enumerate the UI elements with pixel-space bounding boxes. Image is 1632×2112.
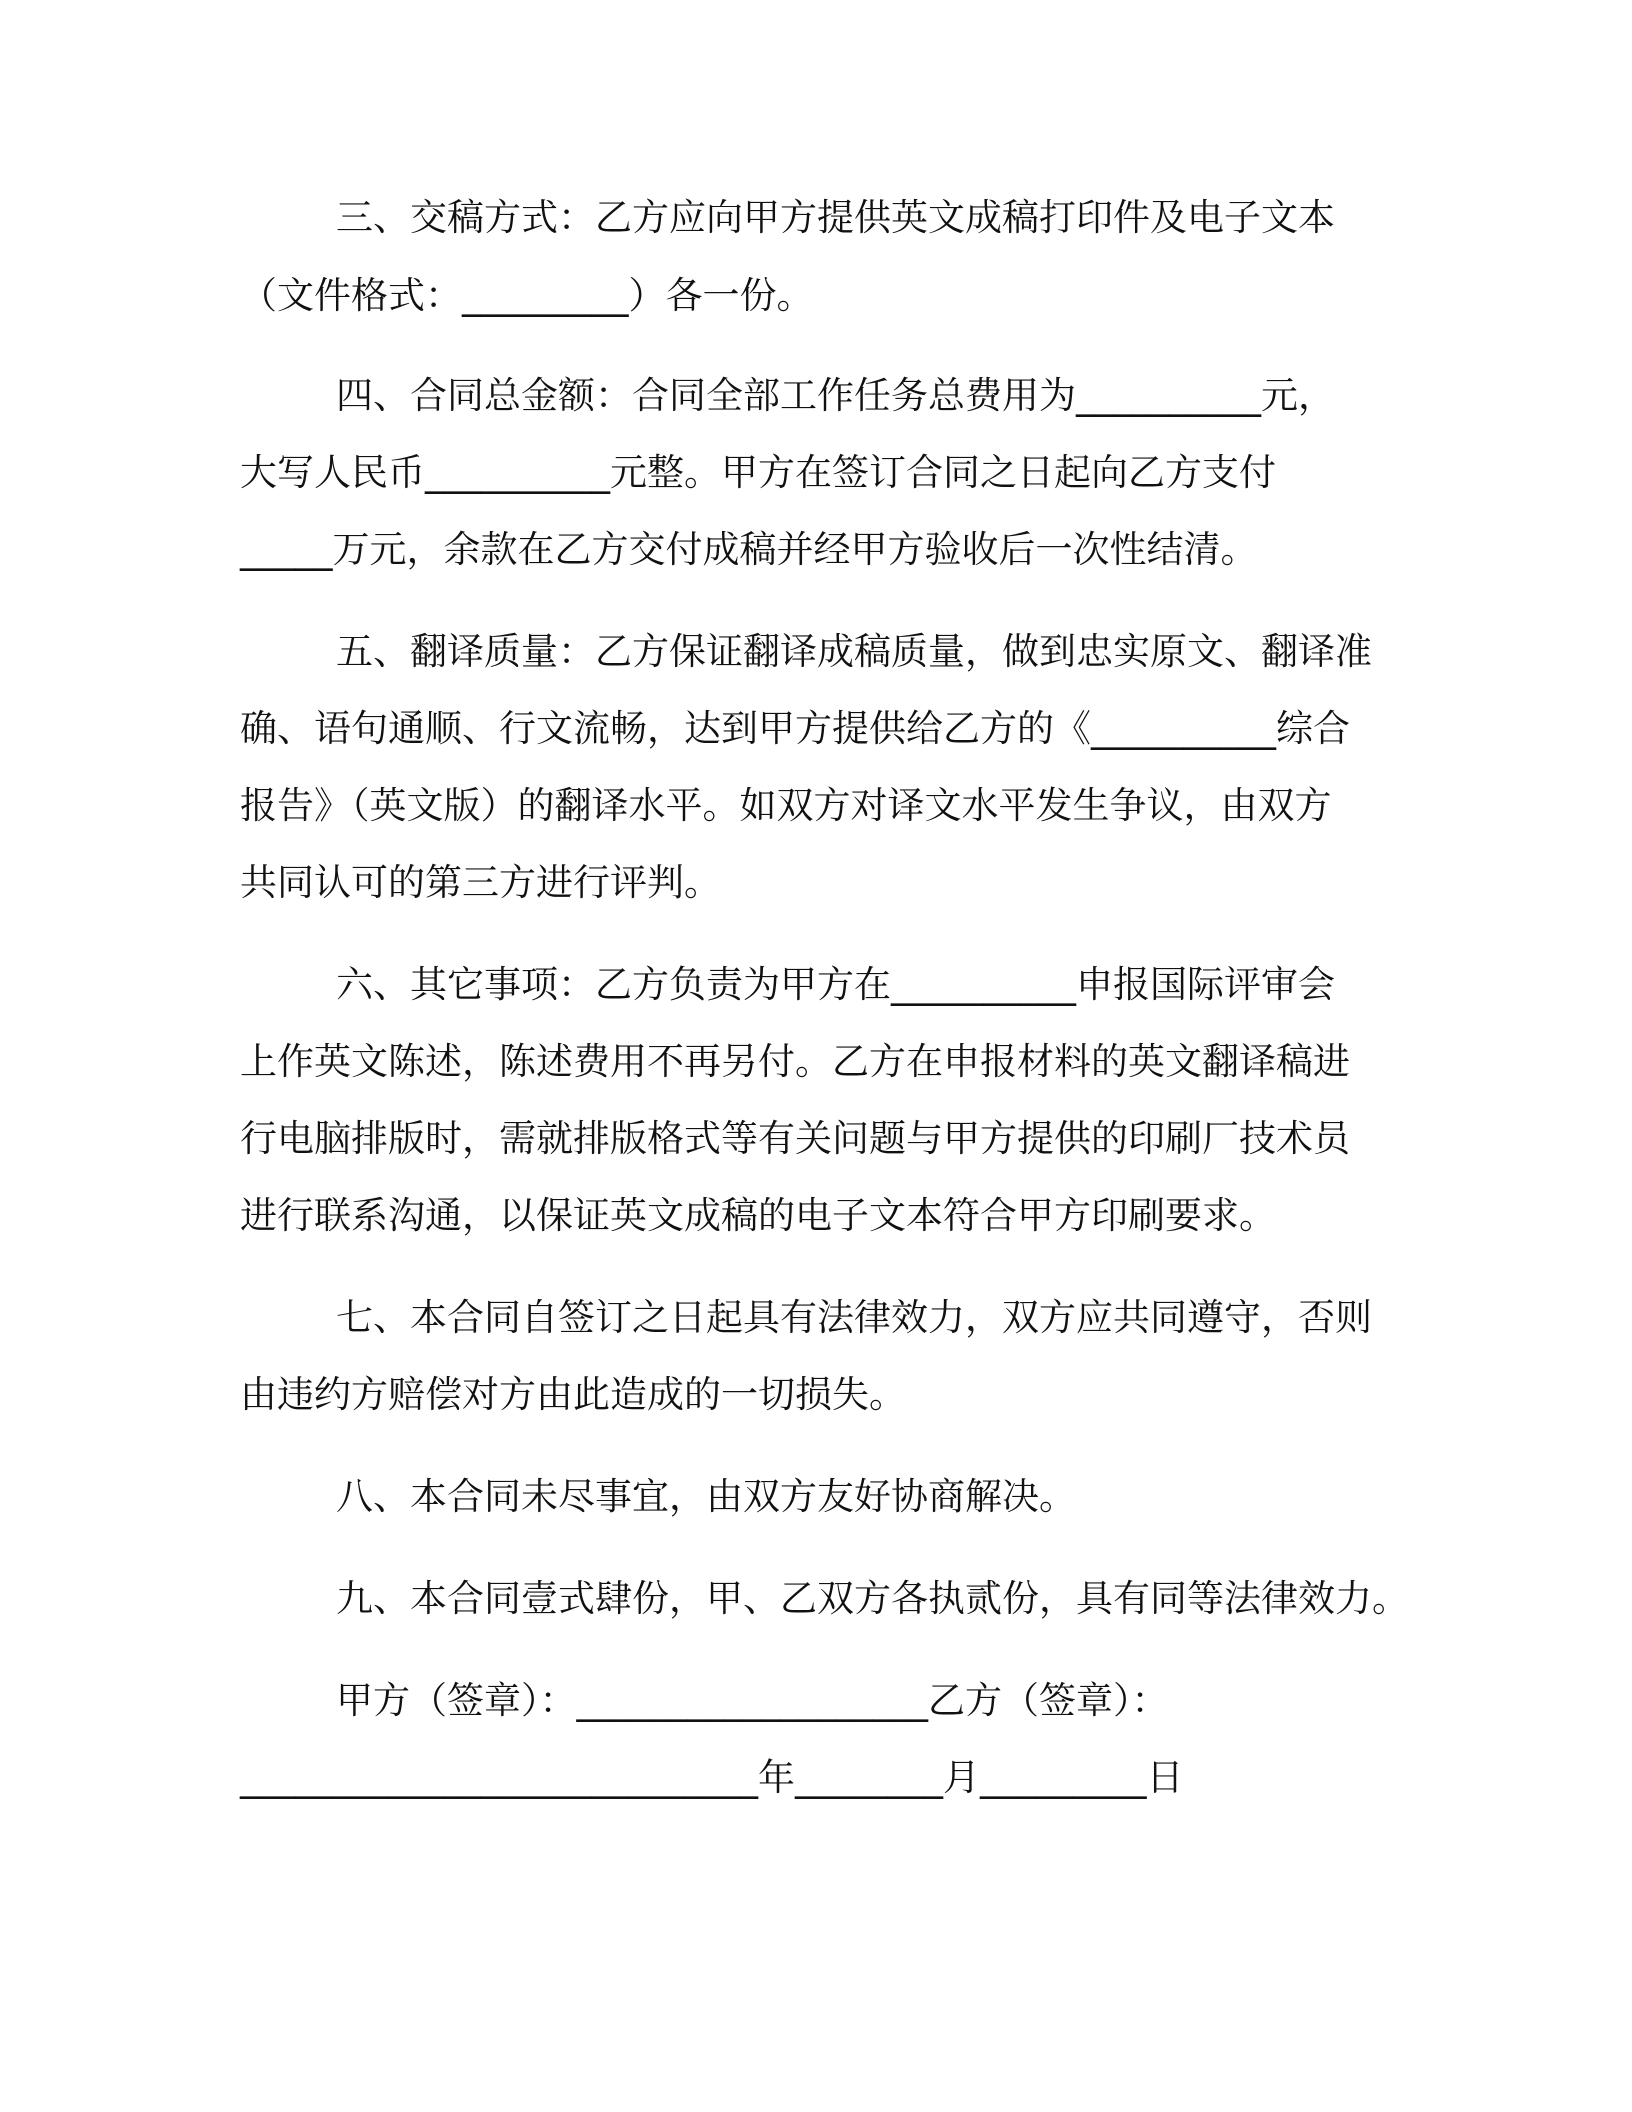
clause-6-line-3: 行电脑排版时，需就排版格式等有关问题与甲方提供的印刷厂技术员 [240,1117,1350,1160]
signature-line: 甲方（签章）：___________________乙方（签章）： [336,1679,1169,1722]
clause-3-line-2: （文件格式：_________）各一份。 [240,274,814,317]
clause-4-line-2: 大写人民币__________元整。甲方在签订合同之日起向乙方支付 [240,451,1276,494]
clause-5-line-3: 报告》（英文版）的翻译水平。如双方对译文水平发生争议，由双方 [240,784,1332,827]
clause-5-line-4: 共同认可的第三方进行评判。 [240,861,721,904]
clause-5-line-1: 五、翻译质量：乙方保证翻译成稿质量，做到忠实原文、翻译准 [336,630,1372,673]
clause-6-line-4: 进行联系沟通，以保证英文成稿的电子文本符合甲方印刷要求。 [240,1194,1276,1237]
clause-6-line-1: 六、其它事项：乙方负责为甲方在__________申报国际评审会 [336,963,1335,1006]
clause-5-line-2: 确、语句通顺、行文流畅，达到甲方提供给乙方的《__________综合 [240,707,1350,750]
clause-6-line-2: 上作英文陈述，陈述费用不再另付。乙方在申报材料的英文翻译稿进 [240,1040,1350,1083]
clause-4-line-3: _____万元，余款在乙方交付成稿并经甲方验收后一次性结清。 [240,528,1258,571]
clause-8-line: 八、本合同未尽事宜，由双方友好协商解决。 [336,1475,1076,1518]
clause-7-line-2: 由违约方赔偿对方由此造成的一切损失。 [240,1373,906,1416]
clause-3-line-1: 三、交稿方式：乙方应向甲方提供英文成稿打印件及电子文本 [336,196,1335,239]
clause-7-line-1: 七、本合同自签订之日起具有法律效力，双方应共同遵守，否则 [336,1296,1372,1339]
clause-4-line-1: 四、合同总金额：合同全部工作任务总费用为__________元， [336,374,1335,417]
date-line: ____________________________年________月_________日 [240,1756,1184,1799]
clause-9-line: 九、本合同壹式肆份，甲、乙双方各执贰份，具有同等法律效力。 [336,1577,1409,1620]
